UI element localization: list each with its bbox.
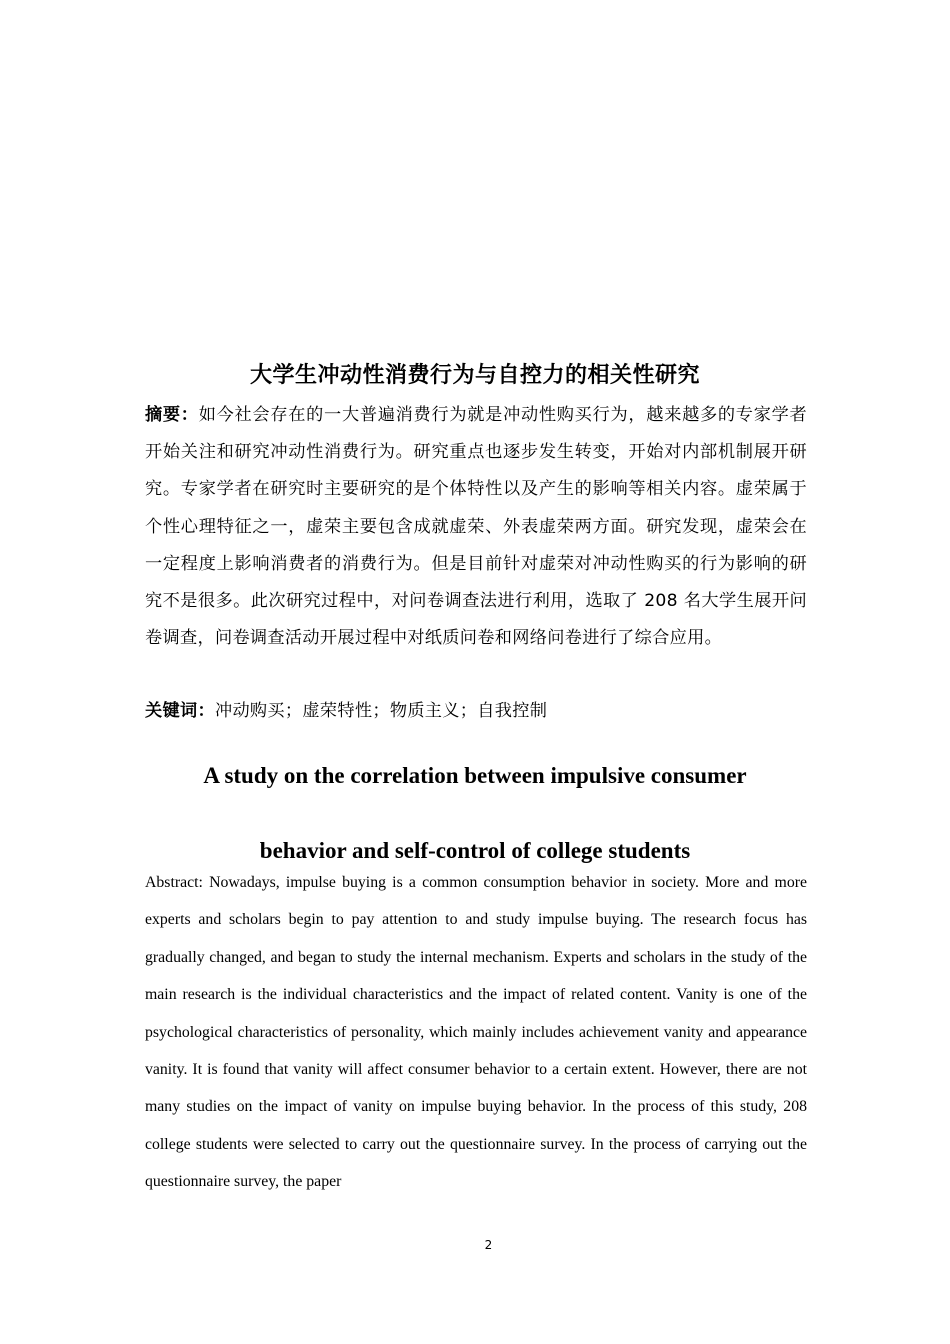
chinese-keywords-text: 冲动购买；虚荣特性；物质主义；自我控制 bbox=[214, 701, 548, 721]
chinese-keywords bbox=[145, 694, 807, 728]
chinese-abstract-label: 摘要： bbox=[145, 405, 199, 425]
chinese-abstract-text: 如今社会存在的一大普遍消费行为就是冲动性购买行为，越来越多的专家学者开始关注和研究冲动性消费行为。研究重点也逐步发生转变，开始对内部机制展开研究。专家学者在研究时主要研究的是个体特性以及产生的影响等相关内容。虚荣属于个性心理特征之一，虚荣主要包含成就虚荣、外表虚荣两方面。研究发现，虚荣会在一定程度上影响消费者的消费行为。但是目前针对虚荣对冲动性购买的行为影响的研究不是很多。此次研究过程中，对问卷调查法进行利用，选取了 208 名大学生展开问卷调查，问卷调查活动开展过程中对纸质问卷和网络问卷进行了综合应用。 bbox=[145, 405, 808, 649]
chinese-title: 大学生冲动性消费行为与自控力的相关性研究 bbox=[249, 363, 700, 388]
english-abstract: Abstract: Nowadays, impulse buying is a common consumption behavior in society. More and more experts and scholars begin to pay attention to and study impulse buying. The research focus has gradually changed, and began to study the internal mechanism. Experts and scholars in the study of the main research is the individual characteristics and the impact of related content. Vanity is one of the psychological characteristics of personality, which mainly includes achievement vanity and appearance vanity. It is found that vanity will affect consumer behavior to a certain extent. However, there are not many studies on the impact of vanity on impulse buying behavior. In the process of this study, 208 college students were selected to carry out the questionnaire survey. In the process of carrying out the questionnaire survey, the paper bbox=[145, 874, 807, 1191]
page-number: 2 bbox=[484, 1238, 493, 1252]
english-title: A study on the correlation between impulsive consumer behavior and self-control of college students bbox=[203, 763, 747, 863]
chinese-keywords-label: 关键词： bbox=[145, 701, 215, 721]
chinese-abstract bbox=[145, 397, 807, 657]
